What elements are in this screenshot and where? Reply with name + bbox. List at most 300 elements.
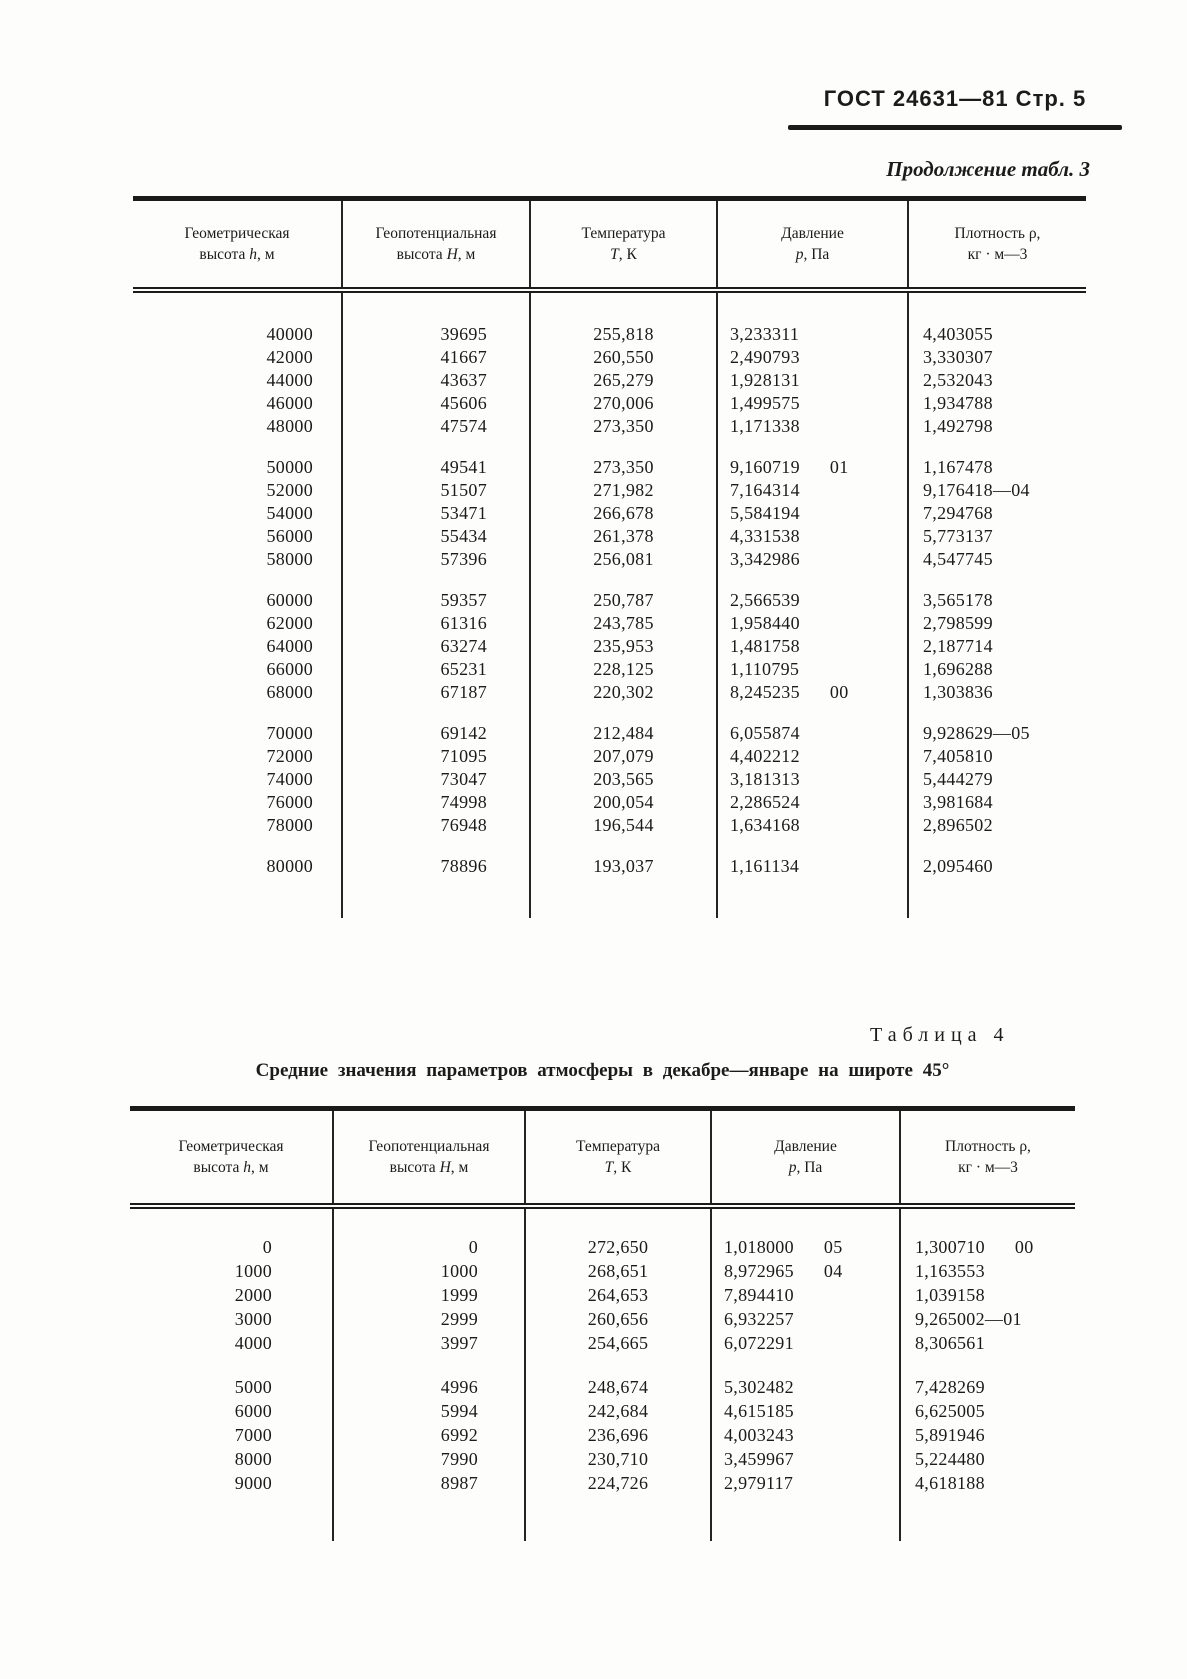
value: 228,125	[593, 659, 654, 679]
cell-geometric-height	[133, 323, 342, 346]
cell-geometric-height	[130, 1447, 333, 1471]
cell-pressure	[717, 855, 908, 878]
cell-geopotential-height	[333, 1283, 525, 1307]
value: 50000	[266, 457, 313, 477]
value: 1,481758	[730, 636, 800, 656]
value: 6992	[440, 1424, 478, 1445]
cell-temperature	[530, 635, 717, 658]
column-header: Плотность ρ, кг · м—3	[900, 1109, 1075, 1207]
cell-density	[900, 1423, 1075, 1447]
value: 3000	[234, 1308, 272, 1329]
value: 61316	[440, 613, 487, 633]
value: 1,161134	[730, 856, 800, 876]
value: 200,054	[593, 792, 654, 812]
cell-geopotential-height	[342, 814, 530, 837]
exponent: —05	[992, 723, 1030, 743]
table3-body	[133, 290, 1086, 918]
table-row	[130, 1471, 1075, 1495]
value: 5,891946	[915, 1424, 985, 1445]
cell-geopotential-height	[333, 1307, 525, 1331]
value: 1,171338	[730, 416, 800, 436]
value: 1,039158	[915, 1284, 985, 1305]
table-row	[133, 479, 1086, 502]
cell-geopotential-height	[333, 1331, 525, 1355]
value: 2,532043	[923, 370, 993, 390]
cell-geometric-height	[133, 456, 342, 479]
cell-temperature	[525, 1307, 711, 1331]
value: 3,981684	[923, 792, 993, 812]
cell-pressure	[711, 1423, 900, 1447]
table-row	[130, 1331, 1075, 1355]
column-header: Геометрическая высота h, м	[133, 199, 342, 291]
value: 76948	[440, 815, 487, 835]
value: 265,279	[593, 370, 654, 390]
value: 62000	[266, 613, 313, 633]
page-header	[788, 86, 1122, 130]
cell-geometric-height	[133, 814, 342, 837]
value: 2999	[440, 1308, 478, 1329]
table4-atmosphere-parameters-december-january	[130, 1106, 1075, 1541]
cell-density	[900, 1235, 1075, 1259]
table-row	[133, 392, 1086, 415]
column-header: Геопотенциальная высота H, м	[333, 1109, 525, 1207]
value: 4,403055	[923, 324, 993, 344]
cell-geopotential-height	[342, 456, 530, 479]
cell-pressure	[711, 1283, 900, 1307]
table-row	[130, 1375, 1075, 1399]
cell-geopotential-height	[342, 346, 530, 369]
value: 69142	[440, 723, 487, 743]
page-header-text: ГОСТ 24631—81 Стр. 5	[823, 86, 1087, 111]
cell-pressure	[717, 814, 908, 837]
value: 7,294768	[923, 503, 993, 523]
value: 73047	[440, 769, 487, 789]
cell-pressure	[717, 369, 908, 392]
cell-pressure	[717, 722, 908, 745]
value: 7,894410	[724, 1284, 794, 1305]
value: 2,896502	[923, 815, 993, 835]
cell-geopotential-height	[333, 1447, 525, 1471]
cell-temperature	[530, 745, 717, 768]
cell-geometric-height	[133, 392, 342, 415]
cell-geopotential-height	[342, 589, 530, 612]
value: 49541	[440, 457, 487, 477]
value: 250,787	[593, 590, 654, 610]
table-row	[133, 768, 1086, 791]
value: 3,181313	[730, 769, 800, 789]
value: 260,550	[593, 347, 654, 367]
value: 5,302482	[724, 1376, 794, 1397]
cell-pressure	[711, 1375, 900, 1399]
value: 1,303836	[923, 682, 993, 702]
cell-pressure	[717, 745, 908, 768]
value: 72000	[266, 746, 313, 766]
value: 260,656	[587, 1308, 649, 1329]
table-row	[133, 814, 1086, 837]
value: 9000	[234, 1472, 272, 1493]
column-header: Температура T, К	[525, 1109, 711, 1207]
value: 6000	[234, 1400, 272, 1421]
exponent: 01	[829, 457, 849, 477]
cell-density	[908, 681, 1086, 704]
cell-geopotential-height	[342, 479, 530, 502]
cell-temperature	[530, 456, 717, 479]
value: 1,110795	[730, 659, 800, 679]
cell-temperature	[530, 814, 717, 837]
value: 230,710	[587, 1448, 649, 1469]
cell-geometric-height	[130, 1307, 333, 1331]
cell-density	[908, 814, 1086, 837]
cell-temperature	[530, 346, 717, 369]
table4-body	[130, 1206, 1075, 1541]
value: 7990	[440, 1448, 478, 1469]
value: 212,484	[593, 723, 654, 743]
table-row	[133, 589, 1086, 612]
row-group-gap	[133, 704, 1086, 722]
cell-geopotential-height	[342, 791, 530, 814]
value: 8,306561	[915, 1332, 985, 1353]
value: 3,565178	[923, 590, 993, 610]
row-group-gap	[133, 290, 1086, 323]
table-row	[133, 658, 1086, 681]
cell-geopotential-height	[342, 612, 530, 635]
value: 2,979117	[724, 1472, 794, 1493]
cell-density	[908, 635, 1086, 658]
value: 5,224480	[915, 1448, 985, 1469]
cell-pressure	[711, 1471, 900, 1495]
value: 55434	[440, 526, 487, 546]
row-group-gap	[130, 1206, 1075, 1235]
value: 5,773137	[923, 526, 993, 546]
value: 52000	[266, 480, 313, 500]
cell-temperature	[530, 681, 717, 704]
value: 207,079	[593, 746, 654, 766]
table-row	[133, 456, 1086, 479]
cell-pressure	[717, 502, 908, 525]
cell-temperature	[525, 1331, 711, 1355]
cell-density	[908, 369, 1086, 392]
cell-geopotential-height	[333, 1399, 525, 1423]
value: 1999	[440, 1284, 478, 1305]
cell-pressure	[717, 791, 908, 814]
value: 1,167478	[923, 457, 993, 477]
exponent: 05	[823, 1236, 843, 1257]
value: 8987	[440, 1472, 478, 1493]
value: 266,678	[593, 503, 654, 523]
cell-pressure	[717, 635, 908, 658]
cell-geopotential-height	[342, 525, 530, 548]
cell-geopotential-height	[342, 768, 530, 791]
value: 5000	[234, 1376, 272, 1397]
value: 2,095460	[923, 856, 993, 876]
cell-pressure	[711, 1447, 900, 1471]
cell-geopotential-height	[333, 1235, 525, 1259]
cell-temperature	[525, 1399, 711, 1423]
value: 254,665	[587, 1332, 649, 1353]
cell-pressure	[711, 1307, 900, 1331]
cell-geometric-height	[130, 1399, 333, 1423]
value: 74998	[440, 792, 487, 812]
cell-geopotential-height	[342, 658, 530, 681]
cell-geopotential-height	[333, 1423, 525, 1447]
table3-atmosphere-parameters	[133, 196, 1086, 918]
value: 6,625005	[915, 1400, 985, 1421]
table-row	[133, 548, 1086, 571]
value: 2,490793	[730, 347, 800, 367]
cell-geopotential-height	[342, 745, 530, 768]
value: 63274	[440, 636, 487, 656]
cell-density	[900, 1307, 1075, 1331]
value: 7,405810	[923, 746, 993, 766]
cell-pressure	[717, 681, 908, 704]
value: 261,378	[593, 526, 654, 546]
cell-density	[908, 612, 1086, 635]
exponent: 00	[829, 682, 849, 702]
table-row	[133, 323, 1086, 346]
cell-temperature	[530, 589, 717, 612]
value: 54000	[266, 503, 313, 523]
value: 57396	[440, 549, 487, 569]
cell-density	[908, 548, 1086, 571]
value: 65231	[440, 659, 487, 679]
value: 5,444279	[923, 769, 993, 789]
cell-pressure	[717, 548, 908, 571]
value: 1,499575	[730, 393, 800, 413]
cell-temperature	[525, 1447, 711, 1471]
value: 39695	[440, 324, 487, 344]
cell-pressure	[711, 1235, 900, 1259]
value: 8000	[234, 1448, 272, 1469]
table-row	[130, 1259, 1075, 1283]
cell-geometric-height	[133, 548, 342, 571]
cell-geopotential-height	[342, 323, 530, 346]
cell-temperature	[530, 548, 717, 571]
cell-pressure	[717, 479, 908, 502]
value: 242,684	[587, 1400, 649, 1421]
value: 243,785	[593, 613, 654, 633]
cell-density	[908, 323, 1086, 346]
value: 1,696288	[923, 659, 993, 679]
value: 264,653	[587, 1284, 649, 1305]
cell-geopotential-height	[342, 855, 530, 878]
value: 53471	[440, 503, 487, 523]
value: 236,696	[587, 1424, 649, 1445]
table-row	[133, 681, 1086, 704]
value: 1000	[234, 1260, 272, 1281]
table4-header	[130, 1109, 1075, 1207]
table4-caption: Средние значения параметров атмосферы в декабре—январе на широте 45°	[255, 1060, 950, 1081]
value: 235,953	[593, 636, 654, 656]
value: 78000	[266, 815, 313, 835]
cell-temperature	[530, 369, 717, 392]
cell-geopotential-height	[342, 722, 530, 745]
value: 196,544	[593, 815, 654, 835]
value: 7,428269	[915, 1376, 985, 1397]
value: 1,018000	[724, 1236, 794, 1257]
table-row	[133, 722, 1086, 745]
value: 248,674	[587, 1376, 649, 1397]
value: 1,958440	[730, 613, 800, 633]
cell-geometric-height	[133, 369, 342, 392]
row-group-gap	[130, 1355, 1075, 1375]
row-group-gap	[133, 438, 1086, 456]
cell-geopotential-height	[333, 1259, 525, 1283]
value: 48000	[266, 416, 313, 436]
value: 2,798599	[923, 613, 993, 633]
column-header: Геопотенциальная высота H, м	[342, 199, 530, 291]
cell-temperature	[530, 791, 717, 814]
cell-geometric-height	[130, 1375, 333, 1399]
value: 80000	[266, 856, 313, 876]
value: 4,331538	[730, 526, 800, 546]
value: 6,072291	[724, 1332, 794, 1353]
cell-density	[908, 722, 1086, 745]
value: 1,634168	[730, 815, 800, 835]
row-group-gap	[133, 571, 1086, 589]
cell-geopotential-height	[342, 415, 530, 438]
value: 78896	[440, 856, 487, 876]
value: 5,584194	[730, 503, 800, 523]
value: 44000	[266, 370, 313, 390]
value: 1,928131	[730, 370, 800, 390]
table-row	[133, 745, 1086, 768]
cell-temperature	[530, 722, 717, 745]
value: 8,972965	[724, 1260, 794, 1281]
value: 2,286524	[730, 792, 800, 812]
cell-density	[900, 1471, 1075, 1495]
cell-geometric-height	[133, 658, 342, 681]
cell-pressure	[717, 346, 908, 369]
exponent: 04	[823, 1260, 843, 1281]
value: 43637	[440, 370, 487, 390]
value: 6,055874	[730, 723, 800, 743]
cell-geometric-height	[133, 722, 342, 745]
table-row	[133, 635, 1086, 658]
table3-header	[133, 199, 1086, 291]
cell-geopotential-height	[342, 548, 530, 571]
value: 4,003243	[724, 1424, 794, 1445]
cell-geometric-height	[133, 745, 342, 768]
cell-geopotential-height	[342, 502, 530, 525]
cell-pressure	[711, 1259, 900, 1283]
table-row	[133, 415, 1086, 438]
value: 9,176418	[923, 480, 993, 500]
column-header: Давление p, Па	[711, 1109, 900, 1207]
column-header: Геометрическая высота h, м	[130, 1109, 333, 1207]
value: 68000	[266, 682, 313, 702]
cell-density	[908, 525, 1086, 548]
value: 56000	[266, 526, 313, 546]
cell-geometric-height	[133, 525, 342, 548]
cell-density	[900, 1259, 1075, 1283]
cell-density	[908, 768, 1086, 791]
cell-density	[908, 589, 1086, 612]
value: 255,818	[593, 324, 654, 344]
row-group-gap	[133, 837, 1086, 855]
cell-geometric-height	[130, 1283, 333, 1307]
cell-geometric-height	[133, 791, 342, 814]
value: 46000	[266, 393, 313, 413]
value: 40000	[266, 324, 313, 344]
value: 273,350	[593, 416, 654, 436]
column-header: Плотность ρ, кг · м—3	[908, 199, 1086, 291]
value: 1,934788	[923, 393, 993, 413]
cell-pressure	[717, 392, 908, 415]
value: 8,245235	[730, 682, 800, 702]
value: 3,330307	[923, 347, 993, 367]
cell-temperature	[530, 502, 717, 525]
table-row	[130, 1423, 1075, 1447]
value: 4,618188	[915, 1472, 985, 1493]
value: 2000	[234, 1284, 272, 1305]
value: 66000	[266, 659, 313, 679]
value: 4,547745	[923, 549, 993, 569]
value: 76000	[266, 792, 313, 812]
cell-geometric-height	[130, 1423, 333, 1447]
cell-temperature	[530, 855, 717, 878]
exponent: —04	[992, 480, 1030, 500]
cell-density	[900, 1447, 1075, 1471]
cell-geometric-height	[133, 479, 342, 502]
cell-pressure	[717, 323, 908, 346]
value: 70000	[266, 723, 313, 743]
value: 4000	[234, 1332, 272, 1353]
cell-temperature	[530, 415, 717, 438]
cell-geometric-height	[133, 502, 342, 525]
value: 203,565	[593, 769, 654, 789]
value: 268,651	[587, 1260, 649, 1281]
cell-pressure	[717, 658, 908, 681]
cell-geometric-height	[133, 612, 342, 635]
cell-geometric-height	[130, 1235, 333, 1259]
cell-geometric-height	[133, 415, 342, 438]
exponent: 00	[1014, 1236, 1034, 1257]
table-row	[133, 612, 1086, 635]
value: 193,037	[593, 856, 654, 876]
cell-density	[900, 1399, 1075, 1423]
cell-geopotential-height	[333, 1375, 525, 1399]
cell-geopotential-height	[342, 635, 530, 658]
cell-geometric-height	[133, 855, 342, 878]
cell-geometric-height	[133, 346, 342, 369]
value: 42000	[266, 347, 313, 367]
value: 272,650	[587, 1236, 649, 1257]
cell-density	[900, 1331, 1075, 1355]
value: 6,932257	[724, 1308, 794, 1329]
cell-temperature	[530, 479, 717, 502]
value: 224,726	[587, 1472, 649, 1493]
cell-temperature	[530, 612, 717, 635]
cell-geometric-height	[130, 1471, 333, 1495]
table-row	[130, 1235, 1075, 1259]
value: 5994	[440, 1400, 478, 1421]
value: 3,342986	[730, 549, 800, 569]
cell-density	[908, 392, 1086, 415]
value: 1,492798	[923, 416, 993, 436]
value: 273,350	[593, 457, 654, 477]
value: 7,164314	[730, 480, 800, 500]
cell-temperature	[525, 1471, 711, 1495]
value: 270,006	[593, 393, 654, 413]
table-row	[133, 502, 1086, 525]
table-row	[133, 525, 1086, 548]
value: 64000	[266, 636, 313, 656]
value: 59357	[440, 590, 487, 610]
cell-pressure	[717, 589, 908, 612]
cell-density	[908, 745, 1086, 768]
cell-pressure	[717, 456, 908, 479]
exponent: —01	[984, 1308, 1022, 1329]
